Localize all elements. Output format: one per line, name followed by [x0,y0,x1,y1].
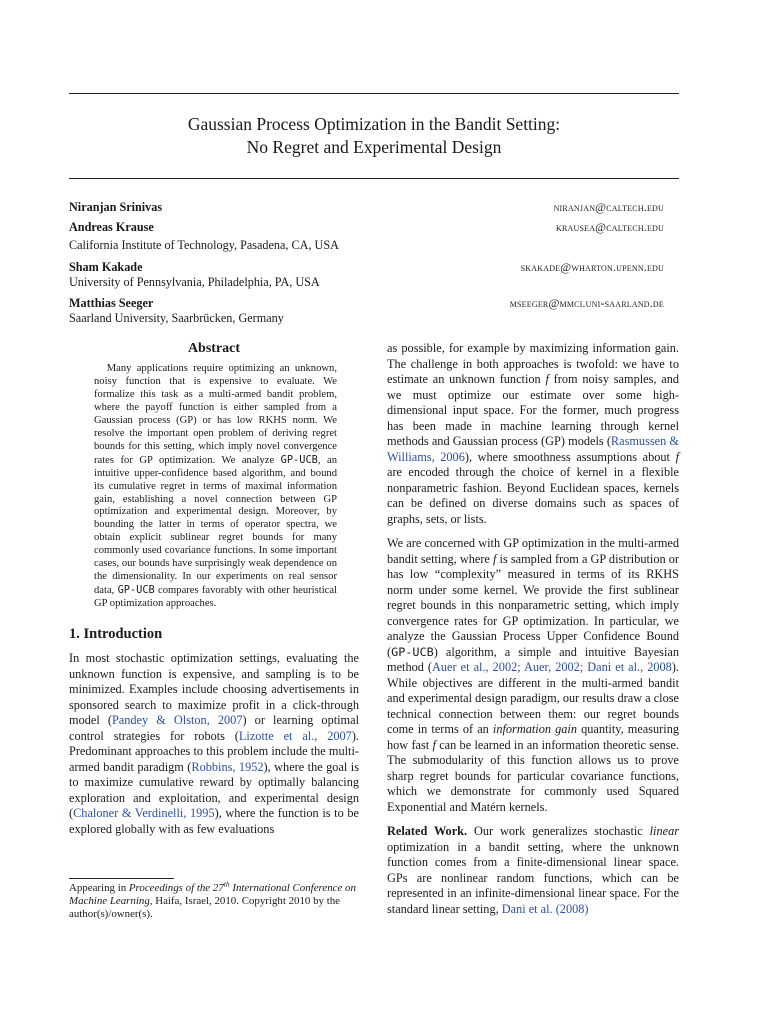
left-column [69,340,359,837]
footnote-rule [69,878,174,879]
method-name: GP-UCB [117,584,155,597]
section-heading-introduction: 1. Introduction [69,626,163,643]
author-email[interactable]: mseeger@mmci.uni-saarland.de [509,296,664,310]
footnote: Appearing in Proceedings of the 27th International Conference on Machine Learning, Haifa, Israel, 2010. Copyright 2010 by the author(s)/owner(s). [69,879,356,920]
method-name: GP-UCB [280,453,318,466]
citation-link[interactable]: Dani et al. (2008) [501,901,589,916]
author-block [69,260,664,290]
title-bottom-rule [69,178,679,179]
citation-link[interactable]: Auer et al., 2002; Auer, 2002; Dani et al., 2008 [432,660,672,674]
author-name: Matthias Seeger [69,296,154,310]
author-name: Sham Kakade [69,260,143,274]
author-email[interactable]: skakade@wharton.upenn.edu [520,260,664,274]
author-affiliation: California Institute of Technology, Pasadena, CA, USA [69,238,339,252]
title-line-2: No Regret and Experimental Design [246,137,502,157]
method-name: GP-UCB [391,644,434,659]
citation-link[interactable]: Rasmussen & Williams, 2006 [387,434,679,464]
citation-link[interactable]: Robbins, 1952 [191,759,264,774]
author-name: Andreas Krause [69,220,154,234]
author-affiliation: Saarland University, Saarbrücken, Germany [69,311,284,325]
related-work-heading: Related Work. [387,824,468,838]
citation-link[interactable]: Pandey & Olston, 2007 [111,713,243,728]
abstract-text: Many applications require optimizing an unknown, noisy function that is expensive to evaluate. We formalize this task as a multi-armed bandit problem, where the payoff function is either sampled from a Gaussian process (GP) or has low RKHS norm. We resolve the important open problem of deriving regret bounds for this setting, which imply novel convergence rates for GP optimization. We analyze GP-UCB, an intuitive upper-confidence based algorithm, and bound its cumulative regret in terms of maximal information gain, establishing a novel connection between GP optimization and experimental design. Moreover, by bounding the latter in terms of operator spectra, we obtain explicit sublinear regret bounds for many commonly used covariance functions. In some important cases, our bounds have surprisingly weak dependence on the dimensionality. In our experiments on real sensor data, GP-UCB compares favorably with other heuristical GP optimization approaches. [94,363,337,610]
abstract-heading: Abstract [187,341,241,356]
author-block [69,220,664,253]
author-name: Niranjan Srinivas [69,200,163,214]
related-work-paragraph: Related Work. Our work generalizes stochastic linear optimization in a bandit setting, where the unknown function comes from a finite-dimensional linear space. GPs are nonlinear random functions, which can be represented in an infinite-dimensional linear space. For the standard linear setting, Dani et al. (2008) [387,824,679,916]
title-line-1: Gaussian Process Optimization in the Bandit Setting: [187,114,561,134]
body-paragraph: We are concerned with GP optimization in the multi-armed bandit setting, where f is sampled from a GP distribution or has low “complexity” measured in terms of its RKHS norm under some kernel. We provide the first sublinear regret bounds in this nonparametric setting, which imply convergence rates for GP optimization. In particular, we analyze the Gaussian Process Upper Confidence Bound (GP-UCB) algorithm, a simple and intuitive Bayesian method (Auer et al., 2002; Auer, 2002; Dani et al., 2008). While objectives are different in the multi-armed bandit and experimental design paradigm, our results draw a close technical connection between them: our regret bounds come in terms of an information gain quantity, measuring how fast f can be learned in an information theoretic sense. The submodularity of this function allows us to prove sharp regret bounds for particular covariance functions, which we demonstrate for commonly used Squared Exponential and Matérn kernels. [387,536,679,814]
citation-link[interactable]: Lizotte et al., 2007 [238,728,352,743]
author-block [69,200,664,215]
author-email[interactable]: krausea@caltech.edu [556,220,664,234]
title-top-rule [69,93,679,94]
author-affiliation: University of Pennsylvania, Philadelphia, PA, USA [69,275,320,289]
intro-paragraph: In most stochastic optimization settings, evaluating the unknown function is expensive, and sampling is to be minimized. Examples include choosing advertisements in sponsored search to maximize profit in a click-through model (Pandey & Olston, 2007) or learning optimal control strategies for robots (Lizotte et al., 2007). Predominant approaches to this problem include the multi-armed bandit paradigm (Robbins, 1952), where the goal is to maximize cumulative reward by optimally balancing exploration and exploitation, and experimental design (Chaloner & Verdinelli, 1995), where the function is to be explored globally with as few evaluations [69,651,359,836]
right-column [387,341,679,917]
author-block [69,296,664,326]
paper-title [69,113,679,159]
citation-link[interactable]: Chaloner & Verdinelli, 1995 [73,806,215,821]
body-paragraph: as possible, for example by maximizing information gain. The challenge in both approaches is twofold: we have to estimate an unknown function f from noisy samples, and we must optimize our estimate over some high-dimensional input space. For the former, much progress has been made in machine learning through kernel methods and Gaussian process (GP) models (Rasmussen & Williams, 2006), where smoothness assumptions about f are encoded through the choice of kernel in a flexible nonparametric fashion. Beyond Euclidean spaces, kernels can be defined on diverse domains such as spaces of graphs, sets, or lists. [387,341,679,526]
author-email[interactable]: niranjan@caltech.edu [553,200,664,214]
